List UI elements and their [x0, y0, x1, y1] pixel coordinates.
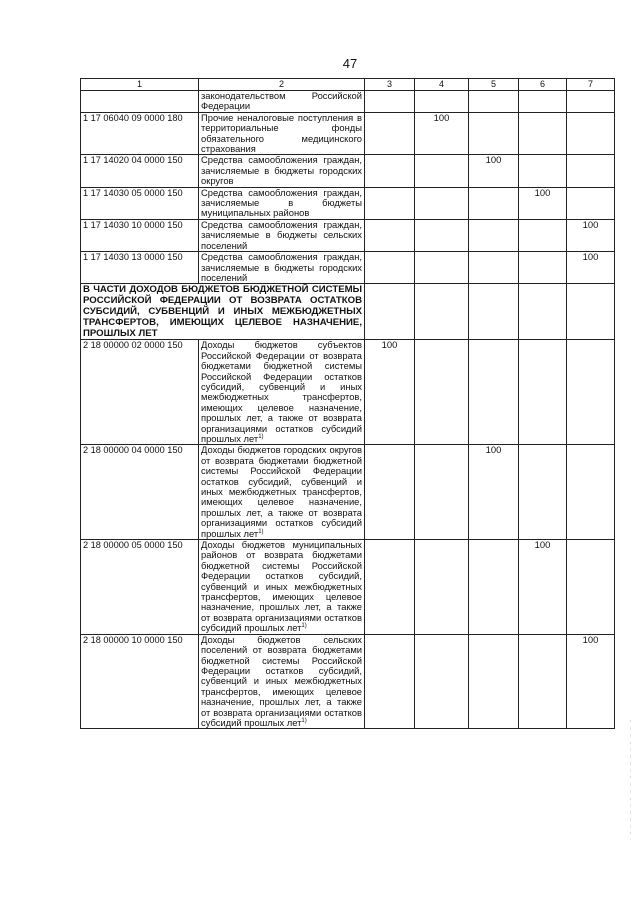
- percent-value: [365, 219, 415, 251]
- percent-value: [469, 340, 519, 445]
- section-heading: В ЧАСТИ ДОХОДОВ БЮДЖЕТОВ БЮДЖЕТНОЙ СИСТЕМЫ РОССИЙСКОЙ ФЕДЕРАЦИИ ОТ ВОЗВРАТА ОСТАТКОВ СУБСИДИЙ, СУБВЕНЦИЙ И ИНЫХ МЕЖБЮДЖЕТНЫХ ТРАНСФЕРТОВ, ИМЕЮЩИХ ЦЕЛЕВОЕ НАЗНАЧЕНИЕ, ПРОШЛЫХ ЛЕТ: [81, 284, 365, 340]
- revenue-code: 2 18 00000 04 0000 150: [81, 445, 199, 540]
- revenue-name: Средства самообложения граждан, зачисляемые в бюджеты сельских поселений: [201, 218, 362, 251]
- percent-value: [415, 219, 469, 251]
- percent-value: [365, 252, 415, 284]
- percent-value: [567, 187, 615, 219]
- column-number: 5: [469, 79, 519, 91]
- revenue-name: Доходы бюджетов сельских поселений от возврата бюджетами бюджетной системы Российской Федерации остатков субсидий, субвенций и иных межбюджетных трансфертов, имеющих целевое назначение, прошлых лет, а также от возврата организациями остатков субсидий прошлых лет: [201, 633, 362, 728]
- table-row: [81, 445, 615, 540]
- revenue-name: Средства самообложения граждан, зачисляемые в бюджеты городских поселений: [201, 251, 362, 283]
- revenue-name-cell: [199, 340, 365, 445]
- revenue-code: 1 17 14020 04 0000 150: [81, 155, 199, 187]
- percent-value: [415, 187, 469, 219]
- revenue-name-cell: [199, 112, 365, 155]
- revenue-name: Доходы бюджетов городских округов от возврата бюджетами бюджетной системы Российской Федерации остатков субсидий, субвенций и иных межбюджетных трансфертов, имеющих целевое назначение, прошлых лет, а также от возврата организациями остатков субсидий прошлых лет: [201, 444, 362, 539]
- percent-value: [567, 445, 615, 540]
- table-row: [81, 634, 615, 729]
- percent-value: [415, 340, 469, 445]
- revenue-code: 2 18 00000 10 0000 150: [81, 634, 199, 729]
- revenue-name: законодательством Российской Федерации: [201, 90, 362, 112]
- percent-value: [469, 252, 519, 284]
- revenue-name: Доходы бюджетов муниципальных районов от возврата бюджетами бюджетной системы Российской Федерации остатков субсидий, субвенций и иных межбюджетных трансфертов, имеющих целевое назначение, прошлых лет, а также от возврата организациями остатков субсидий прошлых лет: [201, 539, 362, 634]
- column-number: 7: [567, 79, 615, 91]
- percent-value: 100: [567, 219, 615, 251]
- percent-value: [365, 634, 415, 729]
- percent-value: [567, 540, 615, 635]
- percent-value: 100: [519, 540, 567, 635]
- revenue-name: Прочие неналоговые поступления в территориальные фонды обязательного медицинского страхования: [201, 111, 362, 155]
- percent-value: [415, 445, 469, 540]
- revenue-name-cell: [199, 540, 365, 635]
- revenue-code: 2 18 00000 02 0000 150: [81, 340, 199, 445]
- percent-value: [415, 634, 469, 729]
- column-number: 4: [415, 79, 469, 91]
- percent-value: [567, 112, 615, 155]
- percent-value: [469, 634, 519, 729]
- column-number: 1: [81, 79, 199, 91]
- column-number-row: [81, 79, 615, 91]
- percent-value: 100: [365, 340, 415, 445]
- percent-value: 100: [567, 634, 615, 729]
- revenue-name-cell: [199, 91, 365, 113]
- empty-cell: [469, 284, 519, 340]
- revenue-name-cell: [199, 445, 365, 540]
- percent-value: [469, 219, 519, 251]
- page-number: 47: [342, 56, 358, 71]
- table-row: [81, 252, 615, 284]
- revenue-name-cell: [199, 634, 365, 729]
- percent-value: 100: [469, 155, 519, 187]
- percent-value: [365, 155, 415, 187]
- footnote-marker: 1): [301, 623, 307, 630]
- percent-value: [519, 155, 567, 187]
- percent-value: 100: [469, 445, 519, 540]
- percent-value: [519, 252, 567, 284]
- table-row: [81, 219, 615, 251]
- footnote-marker: 1): [301, 717, 307, 724]
- percent-value: [469, 187, 519, 219]
- table-row: [81, 187, 615, 219]
- revenue-name: Доходы бюджетов субъектов Российской Федерации от возврата бюджетами бюджетной системы Российской Федерации остатков субсидий, субвенций и иных межбюджетных трансфертов, имеющих целевое назначение, прошлых лет, а также от возврата организациями остатков субсидий прошлых лет: [201, 339, 362, 444]
- empty-cell: [567, 284, 615, 340]
- column-number: 6: [519, 79, 567, 91]
- percent-value: [519, 219, 567, 251]
- revenue-name: Средства самообложения граждан, зачисляемые в бюджеты городских округов: [201, 154, 362, 187]
- budget-revenue-table: [80, 78, 615, 729]
- empty-cell: [519, 284, 567, 340]
- percent-value: 100: [519, 187, 567, 219]
- percent-value: 100: [567, 252, 615, 284]
- revenue-name-cell: [199, 252, 365, 284]
- percent-value: [519, 634, 567, 729]
- percent-value: [415, 91, 469, 113]
- table-row: [81, 540, 615, 635]
- table-row: [81, 112, 615, 155]
- revenue-name-cell: [199, 219, 365, 251]
- footnote-marker: 1): [258, 528, 264, 535]
- percent-value: [567, 155, 615, 187]
- percent-value: [365, 91, 415, 113]
- section-heading-row: [81, 284, 615, 340]
- revenue-name-cell: [199, 187, 365, 219]
- percent-value: [365, 187, 415, 219]
- percent-value: [415, 155, 469, 187]
- table-row: [81, 155, 615, 187]
- percent-value: [365, 540, 415, 635]
- percent-value: [519, 112, 567, 155]
- percent-value: [567, 340, 615, 445]
- empty-cell: [365, 284, 415, 340]
- percent-value: [469, 91, 519, 113]
- revenue-code: 1 17 14030 13 0000 150: [81, 252, 199, 284]
- revenue-code: 1 17 14030 10 0000 150: [81, 219, 199, 251]
- percent-value: [469, 112, 519, 155]
- percent-value: [415, 540, 469, 635]
- footnote-marker: 1): [258, 433, 264, 440]
- percent-value: 100: [415, 112, 469, 155]
- empty-cell: [415, 284, 469, 340]
- percent-value: [519, 91, 567, 113]
- percent-value: [519, 340, 567, 445]
- column-number: 2: [199, 79, 365, 91]
- revenue-name: Средства самообложения граждан, зачисляемые в бюджеты муниципальных районов: [201, 186, 362, 219]
- percent-value: [567, 91, 615, 113]
- percent-value: [365, 112, 415, 155]
- scan-margin-mark: [630, 720, 631, 840]
- percent-value: [519, 445, 567, 540]
- percent-value: [365, 445, 415, 540]
- revenue-code: 1 17 14030 05 0000 150: [81, 187, 199, 219]
- percent-value: [469, 540, 519, 635]
- table-row: [81, 340, 615, 445]
- revenue-name-cell: [199, 155, 365, 187]
- percent-value: [415, 252, 469, 284]
- column-number: 3: [365, 79, 415, 91]
- revenue-code: 2 18 00000 05 0000 150: [81, 540, 199, 635]
- table-row: [81, 91, 615, 113]
- revenue-code: 1 17 06040 09 0000 180: [81, 112, 199, 155]
- revenue-code: [81, 91, 199, 113]
